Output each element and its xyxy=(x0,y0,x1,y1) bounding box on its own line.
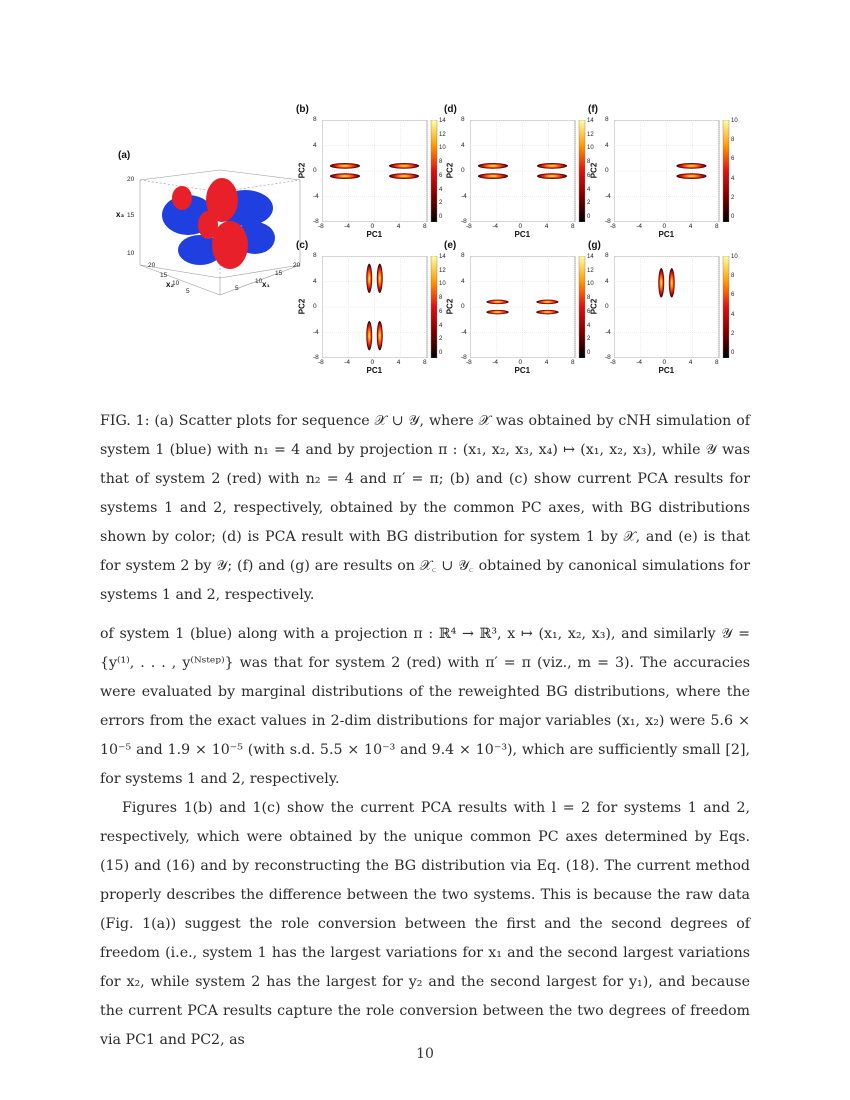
colorbar-g xyxy=(723,256,729,358)
colorbar-f xyxy=(723,120,729,222)
xtick-b-0: -8 xyxy=(318,223,324,230)
ylabel-c: PC2 xyxy=(297,298,307,315)
ylabel-b: PC2 xyxy=(297,162,307,179)
ytick-d-0: 8 xyxy=(461,116,465,123)
tick-a-z0: 20 xyxy=(127,176,135,183)
xtick-b-1: -4 xyxy=(344,223,351,230)
colorbar-tick-d-5: 4 xyxy=(587,186,591,193)
xtick-d-0: -8 xyxy=(466,223,472,230)
density-blob-c-2 xyxy=(366,321,372,350)
colorbar-tick-g-3: 4 xyxy=(731,311,735,318)
colorbar-tick-d-0: 14 xyxy=(587,118,594,124)
density-blob-c-1 xyxy=(377,264,383,293)
xlabel-g: PC1 xyxy=(658,366,675,375)
xtick-d-4: 8 xyxy=(571,223,575,230)
colorbar-tick-b-7: 0 xyxy=(439,214,443,220)
ylabel-g: PC2 xyxy=(589,298,599,315)
xtick-f-2: 0 xyxy=(662,223,667,230)
colorbar-tick-b-1: 12 xyxy=(439,131,446,138)
ytick-g-0: 8 xyxy=(605,252,609,259)
heatmap-b xyxy=(322,120,449,222)
ytick-d-3: -4 xyxy=(461,192,467,200)
colorbar-tick-d-2: 10 xyxy=(587,145,594,152)
xlabel-d: PC1 xyxy=(514,230,531,239)
xtick-e-2: 0 xyxy=(518,359,523,366)
heatmap-e xyxy=(470,256,597,358)
body-paragraph-1: of system 1 (blue) along with a projection π : ℝ⁴ → ℝ³, x ↦ (x₁, x₂, x₃), and similarly 𝒴 = {y⁽¹⁾, . . . , y⁽ᴺˢᵗᵉᵖ⁾} was that for system 2 (red) with π′ = π (viz., m = 3). The accuracies were evaluated by marginal distributions of the reweighted BG distributions, where the errors from the exact values in 2-dim distributions for major variables (x₁, x₂) were 5.6 × 10⁻⁵ and 1.9 × 10⁻⁵ (with s.d. 5.5 × 10⁻³ and 9.4 × 10⁻³), which are sufficiently small [2], for systems 1 and 2, respectively. xyxy=(100,626,750,787)
xtick-e-4: 8 xyxy=(571,359,575,366)
xtick-b-4: 8 xyxy=(423,223,427,230)
colorbar-tick-e-1: 12 xyxy=(587,267,594,274)
ylabel-d: PC2 xyxy=(445,162,455,179)
xtick-c-1: -4 xyxy=(344,359,351,366)
density-blob-d-1 xyxy=(478,173,508,179)
colorbar-tick-c-5: 4 xyxy=(439,322,443,329)
ytick-b-4: -8 xyxy=(313,218,319,225)
density-blob-d-0 xyxy=(478,163,508,169)
colorbar-tick-f-1: 8 xyxy=(731,137,735,144)
colorbar-tick-b-0: 14 xyxy=(439,118,446,124)
xtick-d-1: -4 xyxy=(492,223,499,230)
ytick-d-4: -8 xyxy=(461,218,467,225)
ytick-e-0: 8 xyxy=(461,252,465,259)
density-blob-d-2 xyxy=(537,163,567,169)
density-blob-g-0 xyxy=(658,268,664,297)
colorbar-tick-d-4: 6 xyxy=(587,172,591,179)
page-number: 10 xyxy=(416,1046,434,1062)
tick-a-x0: 5 xyxy=(235,285,239,292)
colorbar-tick-b-3: 8 xyxy=(439,159,443,166)
panel-label-g: (g) xyxy=(588,240,601,251)
tick-a-y0: 20 xyxy=(148,262,156,269)
xtick-c-2: 0 xyxy=(370,359,375,366)
ytick-e-1: 4 xyxy=(461,277,465,285)
ytick-c-1: 4 xyxy=(313,277,317,285)
panel-label-f: (f) xyxy=(588,104,598,115)
ytick-b-2: 0 xyxy=(313,167,317,174)
ytick-e-4: -8 xyxy=(461,354,467,361)
colorbar-tick-c-6: 2 xyxy=(439,336,443,343)
colorbar-tick-e-5: 4 xyxy=(587,322,591,329)
density-blob-f-1 xyxy=(676,173,706,179)
ytick-g-4: -8 xyxy=(605,354,611,361)
xtick-c-4: 8 xyxy=(423,359,427,366)
colorbar-tick-g-1: 8 xyxy=(731,273,735,280)
density-blob-f-0 xyxy=(676,163,706,169)
density-blob-c-3 xyxy=(377,321,383,350)
colorbar-tick-f-3: 4 xyxy=(731,175,735,182)
panel-label-e: (e) xyxy=(444,240,457,251)
ytick-e-3: -4 xyxy=(461,328,467,336)
colorbar-tick-c-7: 0 xyxy=(439,350,443,356)
ytick-f-0: 8 xyxy=(605,116,609,123)
xtick-f-3: 4 xyxy=(688,223,693,230)
xtick-e-0: -8 xyxy=(466,359,472,366)
axis-a-z: x₃ xyxy=(116,210,125,219)
colorbar-tick-g-5: 0 xyxy=(731,350,735,356)
ytick-c-3: -4 xyxy=(313,328,319,336)
tick-a-y2: 10 xyxy=(172,280,180,287)
figure-caption: FIG. 1: (a) Scatter plots for sequence 𝒳 ∪ 𝒴, where 𝒳 was obtained by cNH simulation of system 1 (blue) with n₁ = 4 and by projection π : (x₁, x₂, x₃, x₄) ↦ (x₁, x₂, x₃), while 𝒴 was that of system 2 (red) with n₂ = 4 and π′ = π; (b) and (c) show current PCA results for systems 1 and 2, respectively, obtained by the common PC axes, with BG distributions shown by color; (d) is PCA result with BG distribution for system 1 by 𝒳, and (e) is that for system 2 by 𝒴; (f) and (g) are results on 𝒳꜀ ∪ 𝒴꜀ obtained by canonical simulations for systems 1 and 2, respectively. xyxy=(100,413,750,603)
colorbar-tick-e-3: 8 xyxy=(587,295,591,302)
colorbar-tick-b-6: 2 xyxy=(439,200,443,207)
panel-label-c: (c) xyxy=(296,240,309,251)
tick-a-x1: 10 xyxy=(255,278,263,285)
xtick-g-0: -8 xyxy=(610,359,616,366)
xtick-c-3: 4 xyxy=(396,359,401,366)
tick-a-z1: 15 xyxy=(127,212,135,219)
density-blob-e-3 xyxy=(536,310,558,314)
colorbar-tick-e-6: 2 xyxy=(587,336,591,343)
colorbar-tick-c-3: 8 xyxy=(439,295,443,302)
tick-a-y3: 5 xyxy=(186,288,190,295)
colorbar-d xyxy=(579,120,585,222)
xlabel-b: PC1 xyxy=(366,230,383,239)
heatmap-g xyxy=(614,256,741,358)
ytick-b-3: -4 xyxy=(313,192,319,200)
colorbar-tick-b-4: 6 xyxy=(439,172,443,179)
xtick-f-1: -4 xyxy=(636,223,643,230)
heatmap-c xyxy=(322,256,449,358)
tick-a-z2: 10 xyxy=(127,250,135,257)
xtick-g-4: 8 xyxy=(715,359,719,366)
xtick-g-3: 4 xyxy=(688,359,693,366)
density-blob-b-2 xyxy=(389,163,419,169)
xlabel-f: PC1 xyxy=(658,230,675,239)
xtick-c-0: -8 xyxy=(318,359,324,366)
density-blob-e-0 xyxy=(486,300,508,304)
colorbar-tick-c-2: 10 xyxy=(439,281,446,288)
colorbar-c xyxy=(431,256,437,358)
axis-a-x: x₁ xyxy=(262,280,270,289)
colorbar-tick-d-1: 12 xyxy=(587,131,594,138)
ytick-c-2: 0 xyxy=(313,303,317,310)
ytick-g-3: -4 xyxy=(605,328,611,336)
body-paragraph-2: Figures 1(b) and 1(c) show the current PCA results with l = 2 for systems 1 and 2, respectively, which were obtained by the unique common PC axes determined by Eqs. (15) and (16) and by reconstructing the BG distribution via Eq. (18). The current method properly describes the difference between the two systems. This is because the raw data (Fig. 1(a)) suggest the role conversion between the first and the second degrees of freedom (i.e., system 1 has the largest variations for x₁ and the second largest variations for x₂, while system 2 has the largest for y₂ and the second largest for y₁), and because the current PCA results capture the role conversion between the two degrees of freedom via PC1 and PC2, as xyxy=(100,800,750,1048)
ylabel-f: PC2 xyxy=(589,162,599,179)
colorbar-tick-f-5: 0 xyxy=(731,214,735,220)
ytick-g-2: 0 xyxy=(605,303,609,310)
xtick-e-1: -4 xyxy=(492,359,499,366)
xlabel-e: PC1 xyxy=(514,366,531,375)
tick-a-x2: 15 xyxy=(275,270,283,277)
panel-label-a: (a) xyxy=(118,150,131,161)
xtick-d-2: 0 xyxy=(518,223,523,230)
colorbar-tick-c-4: 6 xyxy=(439,308,443,315)
xtick-g-2: 0 xyxy=(662,359,667,366)
density-blob-c-0 xyxy=(366,264,372,293)
colorbar-tick-g-0: 10 xyxy=(731,254,738,260)
tick-a-x3: 20 xyxy=(293,262,301,269)
axis-a-y: x₂ xyxy=(166,280,175,289)
density-blob-b-3 xyxy=(389,173,419,179)
ytick-c-4: -8 xyxy=(313,354,319,361)
ytick-b-1: 4 xyxy=(313,141,317,149)
panel-label-d: (d) xyxy=(444,104,457,115)
colorbar-tick-f-4: 2 xyxy=(731,194,735,201)
density-blob-e-2 xyxy=(536,300,558,304)
colorbar-tick-e-0: 14 xyxy=(587,254,594,260)
ytick-b-0: 8 xyxy=(313,116,317,123)
ytick-c-0: 8 xyxy=(313,252,317,259)
colorbar-tick-e-4: 6 xyxy=(587,308,591,315)
colorbar-tick-e-7: 0 xyxy=(587,350,591,356)
heatmap-d xyxy=(470,120,597,222)
colorbar-tick-f-2: 6 xyxy=(731,156,735,163)
ytick-f-3: -4 xyxy=(605,192,611,200)
colorbar-tick-b-2: 10 xyxy=(439,145,446,152)
ytick-d-2: 0 xyxy=(461,167,465,174)
xlabel-c: PC1 xyxy=(366,366,383,375)
ylabel-e: PC2 xyxy=(445,298,455,315)
xtick-g-1: -4 xyxy=(636,359,643,366)
panel-label-b: (b) xyxy=(296,104,309,115)
xtick-b-2: 0 xyxy=(370,223,375,230)
colorbar-tick-c-1: 12 xyxy=(439,267,446,274)
colorbar-tick-g-4: 2 xyxy=(731,330,735,337)
xtick-f-4: 8 xyxy=(715,223,719,230)
ytick-f-2: 0 xyxy=(605,167,609,174)
ytick-d-1: 4 xyxy=(461,141,465,149)
density-blob-g-1 xyxy=(669,268,675,297)
ytick-f-4: -8 xyxy=(605,218,611,225)
colorbar-b xyxy=(431,120,437,222)
tick-a-y1: 15 xyxy=(160,272,168,279)
xtick-e-3: 4 xyxy=(544,359,549,366)
density-blob-b-1 xyxy=(330,173,360,179)
density-blob-b-0 xyxy=(330,163,360,169)
colorbar-tick-c-0: 14 xyxy=(439,254,446,260)
xtick-f-0: -8 xyxy=(610,223,616,230)
colorbar-tick-e-2: 10 xyxy=(587,281,594,288)
scatter3d-plot xyxy=(110,160,315,310)
colorbar-e xyxy=(579,256,585,358)
colorbar-tick-b-5: 4 xyxy=(439,186,443,193)
colorbar-tick-f-0: 10 xyxy=(731,118,738,124)
ytick-e-2: 0 xyxy=(461,303,465,310)
colorbar-tick-g-2: 6 xyxy=(731,292,735,299)
density-blob-e-1 xyxy=(486,310,508,314)
xtick-d-3: 4 xyxy=(544,223,549,230)
heatmap-f xyxy=(614,120,741,222)
ytick-g-1: 4 xyxy=(605,277,609,285)
colorbar-tick-d-6: 2 xyxy=(587,200,591,207)
xtick-b-3: 4 xyxy=(396,223,401,230)
colorbar-tick-d-3: 8 xyxy=(587,159,591,166)
density-blob-d-3 xyxy=(537,173,567,179)
colorbar-tick-d-7: 0 xyxy=(587,214,591,220)
ytick-f-1: 4 xyxy=(605,141,609,149)
